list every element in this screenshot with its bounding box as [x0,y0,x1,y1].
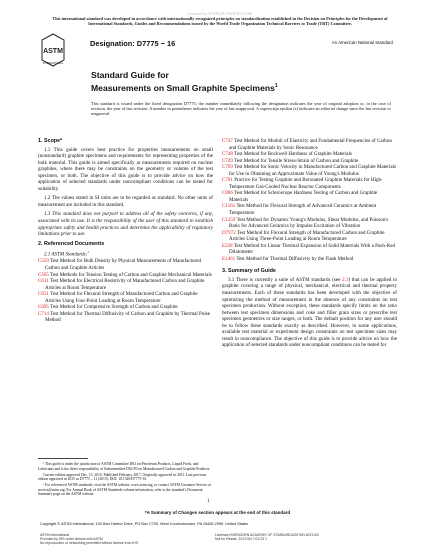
scope-heading: 1. Scope* [38,138,63,144]
astm-logo-icon [40,33,66,67]
references-heading: 2. Referenced Documents [38,240,105,247]
paragraph-3-1-rest: ) that can be applied to graphite covering a range of physical, mechanical, electrical and thermal property measurements. Each of these standards has been developed with the objective of optimizing the method of measurement in the absence of any constraints on test specimen production. Without exception, these standards specify limits on the ratio between test specimen dimensions and coke and filler grain sizes or prescribe test specimen geometries or size ranges, or both. The default position for any user should be to follow these standards exactly as described. However, in some applications, available test material or experiment design constraints on test specimen sizes may result in noncompliance. The objective of this guide is to provide advice on how the application of selected standards under noncompliant conditions can be tested for [222,276,398,349]
logo-text: ASTM [43,48,63,55]
ref-title: Test Method for Moduli of Elasticity and Fundamental Frequencies of Carbon and Graphite Materials by Sonic Resonance [229,138,392,151]
ref-item [222,164,397,177]
designation: Designation: D7775 − 16 [90,39,176,48]
ref-title: Test Method for Tensile Stress-Strain of Carbon and Graphite [232,157,359,164]
ref-link[interactable]: C714 [38,310,49,317]
ref-link[interactable]: E1461 [222,255,236,262]
standards-note [40,11,400,26]
ref-item [222,217,397,230]
ref-title: Test Method for Flexural Strength of Advanced Ceramics at Ambient Temperature [229,203,377,217]
footer-right: Licensee=SHENZHEN ACADEMY OF STANDARDIZATION 6072100 Not for Resale, 2017/3/4 7:01:23 1 [215,533,319,541]
issued-note: This standard is issued under the fixed designation D7775; the number immediately following the designation indicates the year of original adoption or, in the case of revision, the year of last revision. A number in parentheses indicates the year of last reapproval. A superscript epsilon (ε) indicates an editorial change since the last revision or reapproval. [91,101,391,117]
ref-title: Test Method for Electrical Resistivity of Manufactured Carbon and Graphite Articles at Room Temperature [45,278,205,291]
ref-link[interactable]: C781 [222,177,233,184]
ref-title: Test Method for Bulk Density by Physical Measurements of Manufactured Carbon and Graphite Articles [45,258,201,271]
summary-of-changes-note: *A Summary of Changes section appears at the end of this standard [144,510,291,515]
ref-item [38,258,213,271]
ref-link[interactable]: C749 [222,157,233,164]
ref-link[interactable]: C1259 [222,216,236,223]
document-title [91,70,351,93]
title-line-1: Standard Guide for [91,70,169,80]
ref-item [222,230,397,243]
ref-link[interactable]: E228 [222,242,233,249]
right-ref-list [222,138,397,262]
footnote-1: ¹ This guide is under the jurisdiction of ASTM Committee D02 on Petroleum Products, Liquid Fuels, and Lubricants and is the direct responsibility of Subcommittee D02.F0 on Manufactured Carbon and Graphite Products. [38,462,211,471]
ref-item [222,190,397,203]
left-ref-list [38,258,213,323]
ref-title: Test Method for Sonic Velocity in Manufactured Carbon and Graphite Materials for Use in Obtaining an Approximate Value of Young's Modulus [229,164,396,177]
summary-heading: 3. Summary of Guide [222,268,276,275]
paragraph-1-1: 1.1 This guide covers best practice for properties measurements on small (nonstandard) graphite specimens and requirements for representing properties of the bulk material. This guide is aimed specifically at measurements required on nuclear graphites, where there may be constraints on the geometry or volume of the test specimen, or both. The objective of this guide is to provide advice on how the application of selected standards under noncompliant conditions can be tested for suitability. [38,146,213,192]
paragraph-1-2: 1.2 The values stated in SI units are to be regarded as standard. No other units of measurement are included in this standard. [38,195,213,208]
astm-footnote-ref[interactable]: 2 [87,250,90,255]
ref-item [38,291,213,304]
ref-title: Test Method for Scleroscope Hardness Testing of Carbon and Graphite Materials [229,190,378,203]
copyright-line: Copyright © ASTM International, 100 Barr Harbor Drive, PO Box C700, West Conshohocken, PA 19428-2959. United States [40,522,249,526]
astm-standards-label: 2.1 ASTM Standards: [44,251,88,258]
ref-link[interactable]: C611 [38,278,49,285]
right-column [222,138,397,352]
ref-item [222,243,397,256]
ref-link[interactable]: C695 [38,304,49,311]
title-footnote-ref[interactable]: 1 [274,82,278,89]
section-link[interactable]: 2.1 [342,276,349,283]
ref-link[interactable]: D7972 [222,229,236,236]
ref-title: Test Method for Compressive Strength of Carbon and Graphite [48,304,178,311]
logo-subtext: INTERNATIONAL [42,62,64,65]
footnotes [38,462,213,497]
paragraph-3-1 [222,277,397,349]
ref-title: Test Method for Linear Thermal Expansion of Solid Materials With a Push-Rod Dilatometer [229,242,395,256]
ref-link[interactable]: C748 [222,151,233,158]
national-standard-label: An American National Standard [331,40,393,45]
footnote-2: ² For referenced ASTM standards, visit the ASTM website, www.astm.org, or contact ASTM Customer Service at service@astm.org. For Annual Book of ASTM Standards volume information, refer to the standard's Document Summary page on the ASTM website. [38,483,211,496]
ref-link[interactable]: C651 [38,291,49,298]
footnote-1b: Current edition approved Dec. 15, 2016. Published February 2017. Originally approved in 2011. Last previous edition approved in 2015 as D7775 – 11 (2015). DOI: 10.1520/D7775-16. [38,472,207,481]
ref-title: Test Method for Thermal Diffusivity by the Flash Method [235,255,354,262]
ref-item [222,256,397,263]
ref-link[interactable]: C1161 [222,203,236,210]
ref-item [38,311,213,324]
title-line-2: Measurements on Small Graphite Specimens [91,82,275,93]
ref-link[interactable]: C769 [222,164,233,171]
ref-title: Test Methods for Tension Testing of Carbon and Graphite Mechanical Materials [48,271,212,278]
ref-title: Test Method for Flexural Strength of Manufactured Carbon and Graphite Articles Using Three-Point Loading at Room Temperature [229,229,385,243]
ref-link[interactable]: C747 [222,138,233,144]
paragraph-1-3: 1.3 This standard does not purport to address all of the safety concerns, if any, associated with its use. It is the responsibility of the user of this standard to establish appropriate safety and health practices and determine the applicability of regulatory limitations prior to use. [38,211,213,238]
license-stamp: Licensed by WWW.DUOWENCI.COM [187,11,253,16]
footnote-divider [38,458,88,459]
ref-title: Test Method for Rockwell Hardness of Graphite Materials [232,151,352,158]
ref-title: Practice for Testing Graphite and Boronated Graphite Materials for High-Temperature Gas-Cooled Nuclear Reactor Components [229,177,383,190]
standards-note-text: This international standard was developed in accordance with internationally recognized principles on standardization established in the Decision on Principles for the Development of International Standards, Guides and Recommendations issued by the World Trade Organization Technical Barriers to Trade (TBT) Committee. [52,16,388,26]
paragraph-3-1-start: 3.1 There is currently a suite of ASTM standards (see [228,276,343,283]
ref-link[interactable]: C559 [38,258,49,265]
ref-title: Test Method for Flexural Strength of Manufactured Carbon and Graphite Articles Using Four-Point Loading at Room Temperature [45,291,198,304]
ref-item [222,177,397,190]
ref-link[interactable]: C886 [222,190,233,197]
ref-title: Test Method for Thermal Diffusivity of Carbon and Graphite by Thermal Pulse Method [45,310,210,324]
ref-item [222,203,397,216]
left-column [38,138,213,324]
footer-left: ASTM International Provided by IHS under license with ASTM No reproduction or networking permitted without license from IHS [40,533,138,545]
ref-item [38,278,213,291]
ref-item [222,138,397,151]
ref-title: Test Method for Dynamic Young's Modulus, Shear Modulus, and Poisson's Ratio for Advanced Ceramics by Impulse Excitation of Vibration [229,216,389,230]
ref-link[interactable]: C565 [38,271,49,278]
page-number: 1 [207,499,210,504]
